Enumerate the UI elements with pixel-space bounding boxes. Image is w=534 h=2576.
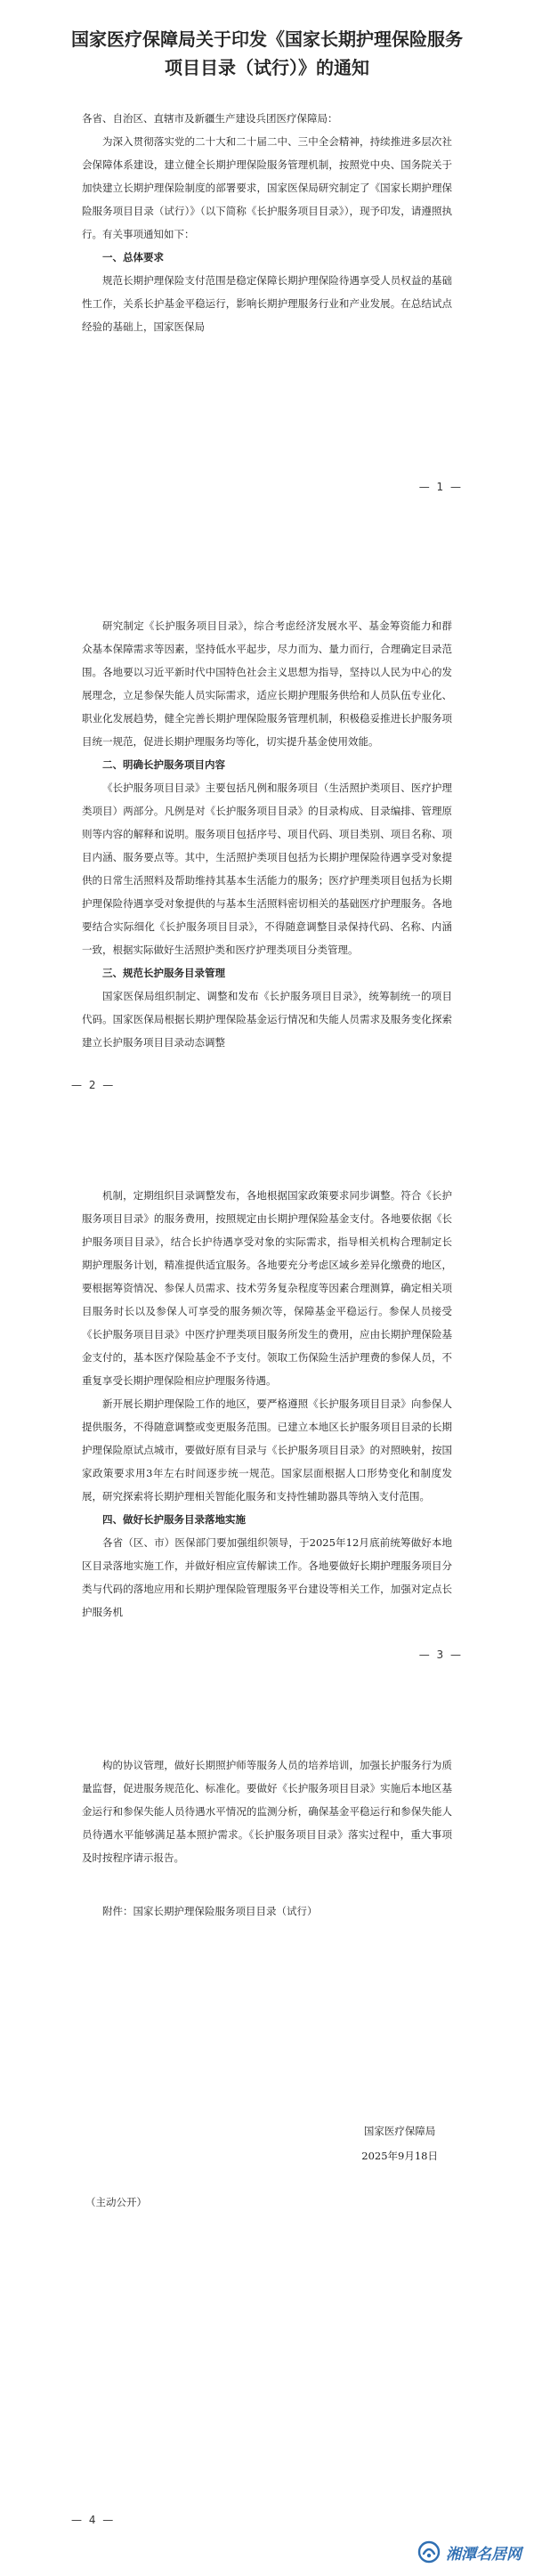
- document-title: 国家医疗保障局关于印发《国家长期护理保险服务项目目录（试行）》的通知: [71, 28, 463, 78]
- section-3-paragraph: 国家医保局组织制定、调整和发布《长护服务项目目录》，统筹制统一的项目代码。国家医保局根据长期护理保险基金运行情况和失能人员需求及服务变化探索建立长护服务项目目录动态调整: [82, 990, 452, 1049]
- page-number-4: — 4 —: [71, 2514, 116, 2526]
- watermark-text: 湘潭名居网: [446, 2545, 522, 2564]
- page-4-paragraph-1: 构的协议管理，做好长期照护师等服务人员的培养培训，加强长护服务行为质量监督，促进服务规范化、标准化。要做好《长护服务项目目录》实施后本地区基金运行和参保失能人员待遇水平情况的监测分析，确保基金平稳运行和参保失能人员待遇水平能够满足基本照护需求。《长护服务项目目录》落实过程中，重大事项及时按程序请示报告。: [82, 1759, 452, 1864]
- issue-date: 2025年9月18日: [361, 2150, 438, 2162]
- page-1: [0, 0, 534, 534]
- section-4-paragraph: 各省（区、市）医保部门要加强组织领导，于2025年12月底前统筹做好本地区目录落地实施工作，并做好相应宣传解读工作。各地要做好长期护理服务项目分类与代码的落地应用和长期护理保险管理服务平台建设等相关工作，加强对定点长护服务机: [82, 1536, 452, 1618]
- signature-block: [361, 2118, 438, 2168]
- page-number-2: — 2 —: [71, 1079, 116, 1091]
- site-watermark: [417, 2540, 522, 2564]
- page-2-paragraph-1: 研究制定《长护服务项目目录》，综合考虑经济发展水平、基金筹资能力和群众基本保障需求等因素，坚持低水平起步，尽力而为、量力而行，合理确定目录范围。各地要以习近平新时代中国特色社会主义思想为指导，坚持以人民为中心的发展理念，立足参保失能人员实际需求，适应长期护理服务供给和人员队伍专业化、职业化发展趋势，健全完善长期护理保险服务管理机制，积极稳妥推进长护服务项目统一规范，促进长期护理服务均等化，切实提升基金使用效能。: [82, 620, 452, 748]
- intro-paragraph: 为深入贯彻落实党的二十大和二十届二中、三中全会精神，持续推进多层次社会保障体系建设，建立健全长期护理保险服务管理机制，按照党中央、国务院关于加快建立长期护理保险制度的部署要求，国家医保局研究制定了《国家长期护理保险服务项目目录（试行）》（以下简称《长护服务项目目录》），现予印发，请遵照执行。有关事项通知如下：: [82, 135, 452, 240]
- page-number-1: — 1 —: [418, 481, 463, 493]
- section-heading-2: 二、明确长护服务项目内容: [102, 758, 225, 771]
- section-2-paragraph: 《长护服务项目目录》主要包括凡例和服务项目（生活照护类项目、医疗护理类项目）两部分。凡例是对《长护服务项目目录》的目录构成、目录编排、管理原则等内容的解释和说明。服务项目包括序号、项目代码、项目类别、项目名称、项目内涵、服务要点等。其中，生活照护类项目包括为长期护理保险待遇享受对象提供的日常生活照料及帮助维持其基本生活能力的服务；医疗护理类项目包括为长期护理保险待遇享受对象提供的与基本生活照料密切相关的基础医疗护理服务。各地要结合实际细化《长护服务项目目录》，不得随意调整目录保持代码、名称、内涵一致，根据实际做好生活照护类和医疗护理类项目分类管理。: [82, 782, 452, 956]
- section-heading-1: 一、总体要求: [102, 251, 164, 263]
- section-heading-3: 三、规范长护服务目录管理: [102, 967, 225, 979]
- page-4: [0, 1673, 534, 2576]
- section-1-paragraph: 规范长期护理保险支付范围是稳定保障长期护理保险待遇享受人员权益的基础性工作，关系长护基金平稳运行，影响长期护理服务行业和产业发展。在总结试点经验的基础上，国家医保局: [82, 274, 452, 333]
- attachment-line: 附件：国家长期护理保险服务项目目录（试行）: [102, 1905, 318, 1917]
- disclosure-note: （主动公开）: [85, 2196, 147, 2208]
- addressee: 各省、自治区、直辖市及新疆生产建设兵团医疗保障局：: [82, 112, 338, 125]
- section-heading-4: 四、做好长护服务目录落地实施: [102, 1513, 246, 1526]
- watermark-logo-icon: [417, 2540, 441, 2564]
- page-3: [0, 1104, 534, 1673]
- page-2: [0, 534, 534, 1104]
- page-number-3: — 3 —: [418, 1648, 463, 1661]
- page-3-paragraph-1: 机制，定期组织目录调整发布，各地根据国家政策要求同步调整。符合《长护服务项目目录》的服务费用，按照规定由长期护理保险基金支付。各地要依据《长护服务项目目录》，结合长护待遇享受对象的实际需求，指导相关机构合理制定长期护理服务计划，精准提供适宜服务。各地要充分考虑区域乡差异化缴费的地区，要根据筹资情况、参保人员需求、技术劳务复杂程度等因素合理测算，确定相关项目服务时长以及参保人可享受的服务频次等，保障基金平稳运行。参保人员接受《长护服务项目目录》中医疗护理类项目服务所发生的费用，应由长期护理保险基金支付的，基本医疗保险基金不予支付。领取工伤保险生活护理费的参保人员，不重复享受长期护理保险相应护理服务待遇。: [82, 1189, 452, 1387]
- issuer: 国家医疗保障局: [363, 2125, 436, 2137]
- page-3-paragraph-2: 新开展长期护理保险工作的地区，要严格遵照《长护服务项目目录》向参保人提供服务，不得随意调整或变更服务范围。已建立本地区长护服务项目目录的长期护理保险原试点城市，要做好原有目录与《长护服务项目目录》的对照映射，按国家政策要求用3年左右时间逐步统一规范。国家层面根据人口形势变化和制度发展，研究探索将长期护理相关智能化服务和支持性辅助器具等纳入支付范围。: [82, 1397, 452, 1503]
